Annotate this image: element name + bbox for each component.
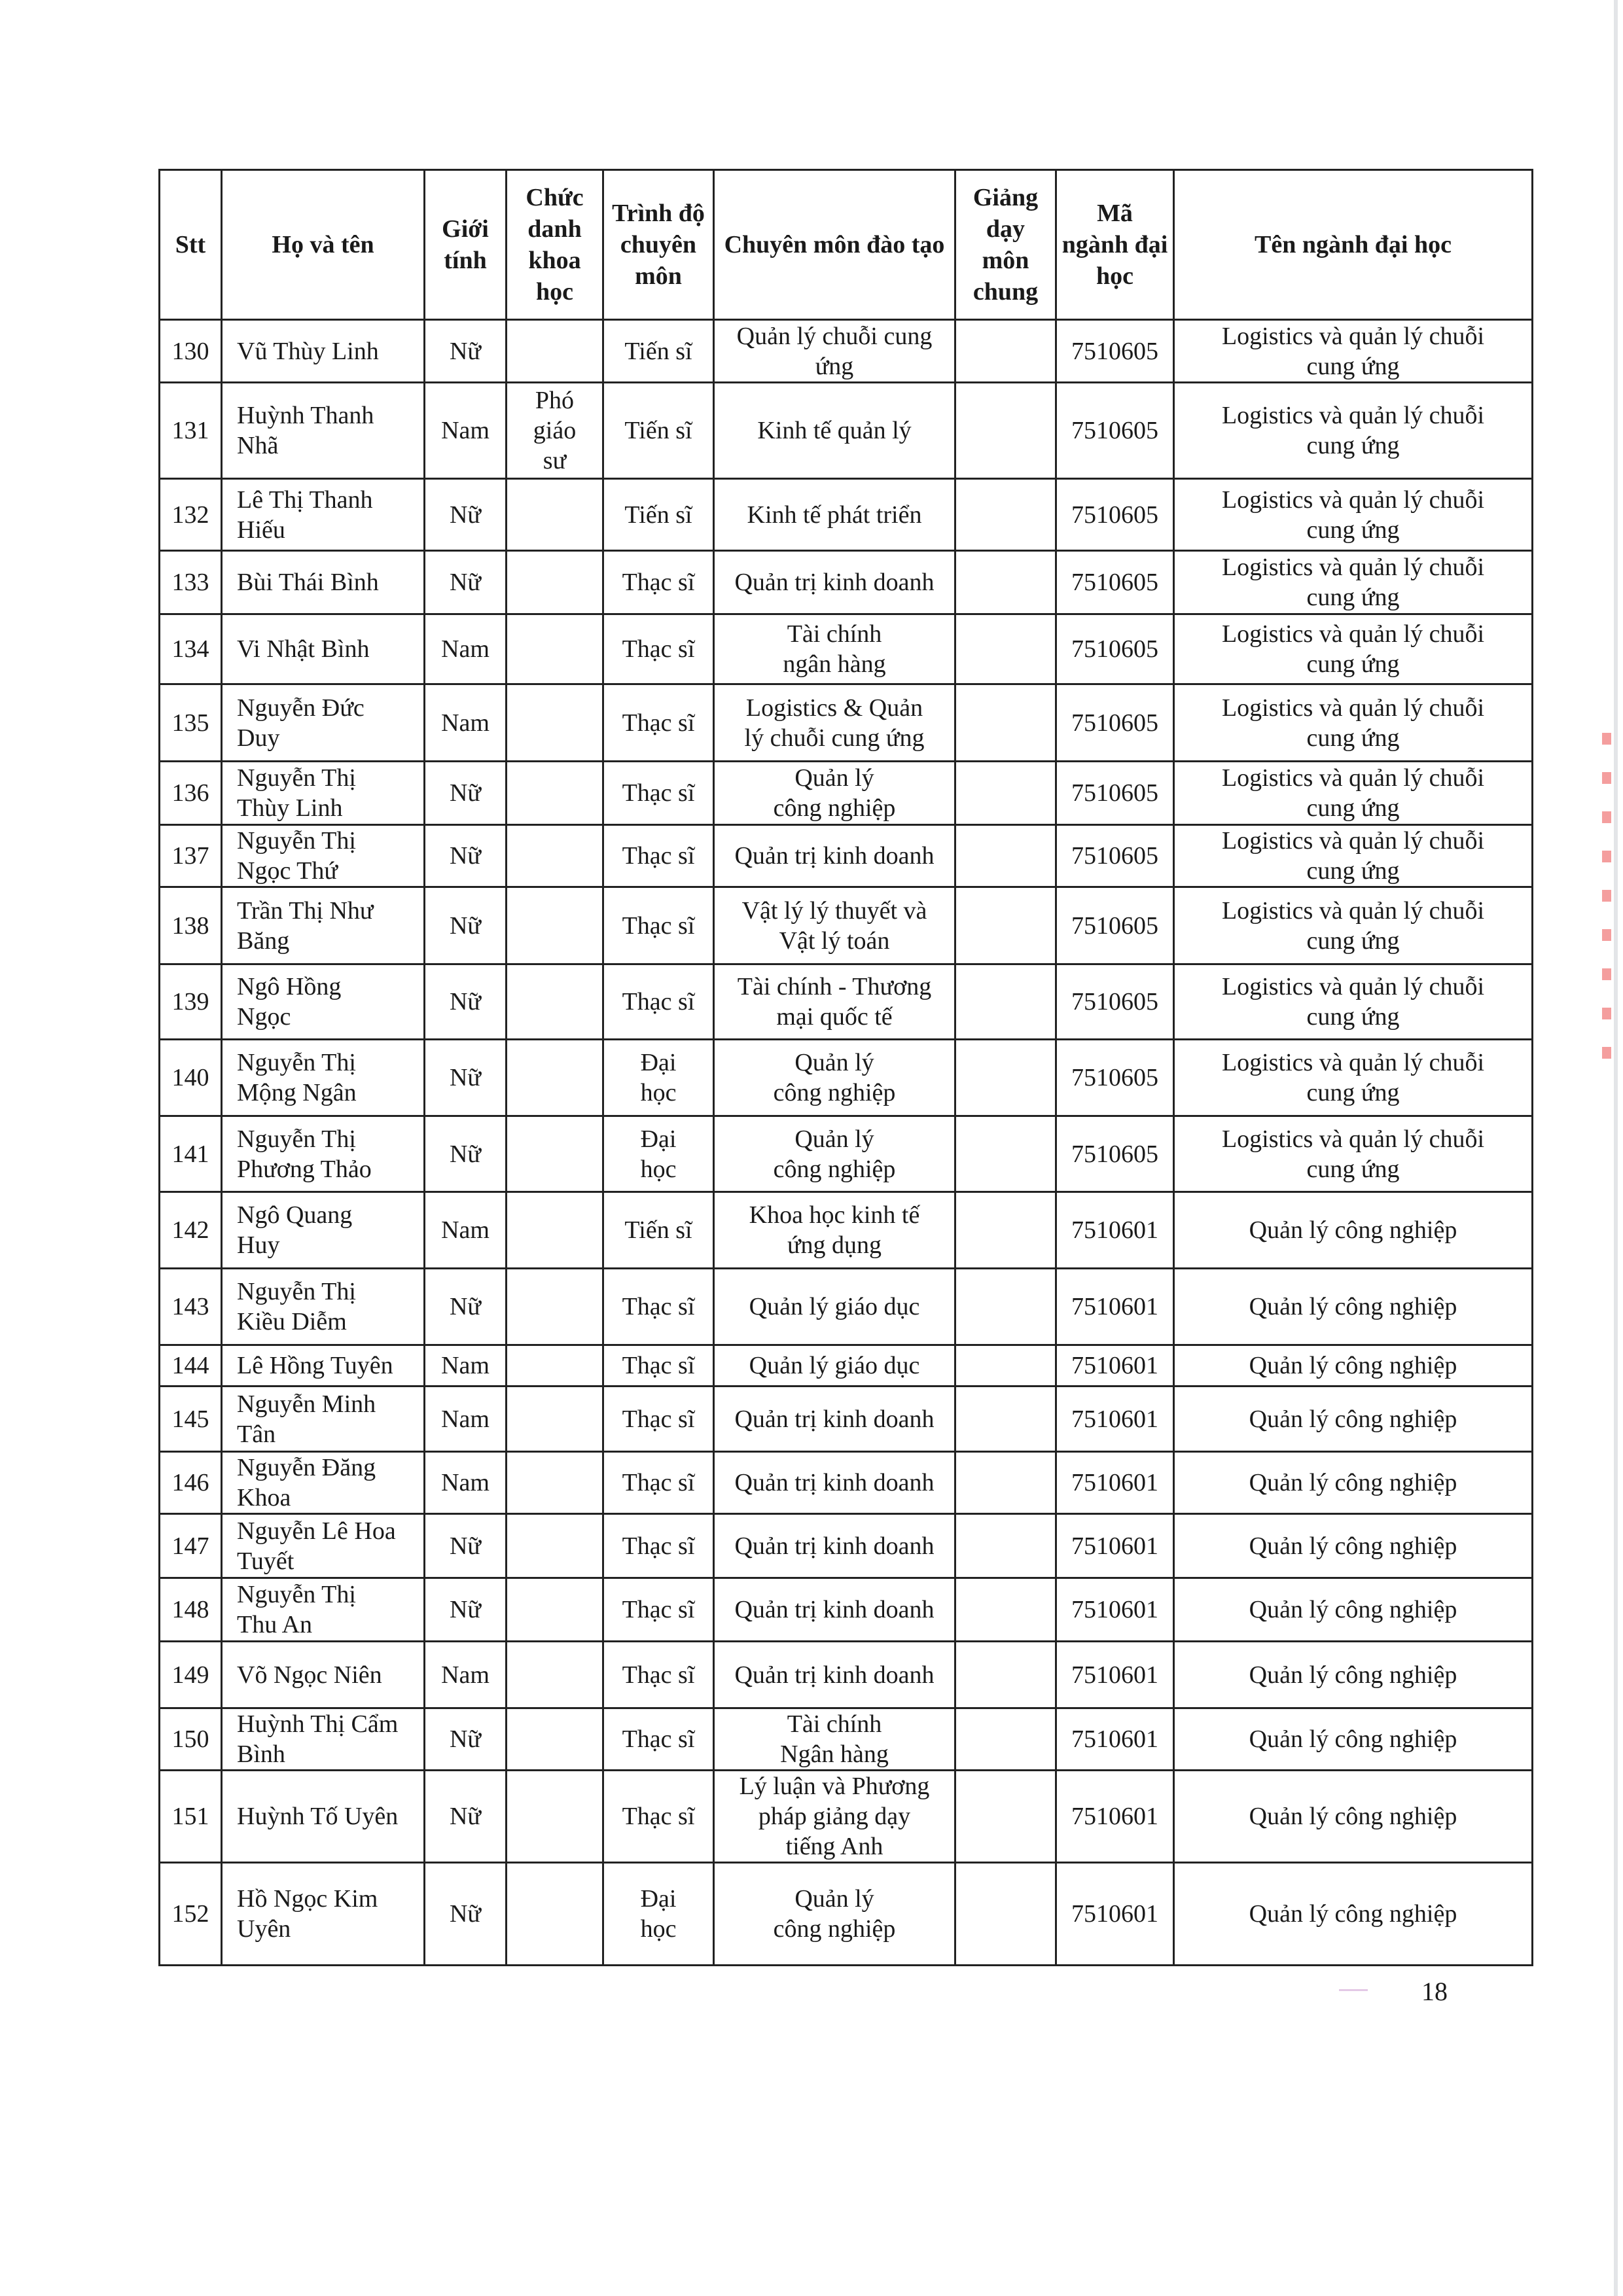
cell-academic-title — [507, 1345, 603, 1386]
cell-major-code: 7510601 — [1056, 1452, 1174, 1514]
table-row — [160, 1863, 1533, 1966]
cell-major-code: 7510601 — [1056, 1192, 1174, 1269]
cell-name: Nguyễn Minh Tân — [222, 1386, 425, 1452]
cell-stt: 148 — [160, 1578, 222, 1642]
cell-major-name: Quản lý công nghiệp — [1174, 1514, 1533, 1578]
cell-major-code: 7510601 — [1056, 1708, 1174, 1771]
cell-stt: 138 — [160, 887, 222, 964]
cell-general-teaching — [955, 383, 1056, 479]
cell-major-name: Logistics và quản lý chuỗi cung ứng — [1174, 1116, 1533, 1192]
cell-name: Lê Thị Thanh Hiếu — [222, 479, 425, 551]
cell-general-teaching — [955, 1514, 1056, 1578]
cell-major-name: Logistics và quản lý chuỗi cung ứng — [1174, 887, 1533, 964]
cell-academic-title — [507, 762, 603, 825]
cell-major-name: Logistics và quản lý chuỗi cung ứng — [1174, 479, 1533, 551]
cell-general-teaching — [955, 320, 1056, 383]
cell-gender: Nữ — [425, 1578, 507, 1642]
cell-major-name: Logistics và quản lý chuỗi cung ứng — [1174, 383, 1533, 479]
cell-specialty: Quản lý công nghiệp — [714, 1863, 955, 1966]
cell-name: Hồ Ngọc Kim Uyên — [222, 1863, 425, 1966]
cell-gender: Nam — [425, 684, 507, 762]
cell-general-teaching — [955, 1192, 1056, 1269]
header-gender: Giới tính — [425, 170, 507, 320]
cell-degree: Thạc sĩ — [603, 551, 714, 614]
cell-stt: 150 — [160, 1708, 222, 1771]
table-row — [160, 1578, 1533, 1642]
cell-gender: Nữ — [425, 1040, 507, 1116]
cell-specialty: Kinh tế quản lý — [714, 383, 955, 479]
cell-gender: Nam — [425, 1386, 507, 1452]
cell-name: Lê Hồng Tuyên — [222, 1345, 425, 1386]
cell-major-name: Logistics và quản lý chuỗi cung ứng — [1174, 320, 1533, 383]
cell-major-code: 7510605 — [1056, 1040, 1174, 1116]
page-number: 18 — [1421, 1977, 1448, 2006]
cell-gender: Nữ — [425, 1771, 507, 1863]
cell-major-code: 7510601 — [1056, 1863, 1174, 1966]
cell-stt: 146 — [160, 1452, 222, 1514]
cell-specialty: Quản trị kinh doanh — [714, 1578, 955, 1642]
cell-specialty: Quản lý công nghiệp — [714, 1116, 955, 1192]
cell-degree: Thạc sĩ — [603, 1771, 714, 1863]
cell-general-teaching — [955, 825, 1056, 887]
cell-academic-title — [507, 1708, 603, 1771]
table-row — [160, 887, 1533, 964]
cell-stt: 144 — [160, 1345, 222, 1386]
cell-degree: Thạc sĩ — [603, 1269, 714, 1345]
cell-general-teaching — [955, 1863, 1056, 1966]
cell-stt: 135 — [160, 684, 222, 762]
cell-specialty: Tài chính - Thương mại quốc tế — [714, 964, 955, 1040]
cell-gender: Nữ — [425, 825, 507, 887]
cell-degree: Đại học — [603, 1040, 714, 1116]
cell-major-code: 7510605 — [1056, 964, 1174, 1040]
cell-major-code: 7510605 — [1056, 887, 1174, 964]
table-row — [160, 479, 1533, 551]
cell-general-teaching — [955, 1269, 1056, 1345]
cell-name: Vi Nhật Bình — [222, 614, 425, 684]
cell-academic-title — [507, 964, 603, 1040]
table-row — [160, 762, 1533, 825]
cell-name: Bùi Thái Bình — [222, 551, 425, 614]
cell-gender: Nữ — [425, 320, 507, 383]
cell-degree: Thạc sĩ — [603, 887, 714, 964]
cell-gender: Nam — [425, 1345, 507, 1386]
cell-stt: 134 — [160, 614, 222, 684]
cell-gender: Nam — [425, 1642, 507, 1708]
cell-degree: Thạc sĩ — [603, 1642, 714, 1708]
cell-degree: Thạc sĩ — [603, 1514, 714, 1578]
cell-stt: 133 — [160, 551, 222, 614]
table-row — [160, 383, 1533, 479]
cell-general-teaching — [955, 1771, 1056, 1863]
cell-gender: Nam — [425, 383, 507, 479]
table-row — [160, 1192, 1533, 1269]
cell-general-teaching — [955, 1708, 1056, 1771]
cell-specialty: Vật lý lý thuyết và Vật lý toán — [714, 887, 955, 964]
cell-general-teaching — [955, 887, 1056, 964]
table-row — [160, 1708, 1533, 1771]
cell-major-code: 7510601 — [1056, 1269, 1174, 1345]
cell-name: Ngô Quang Huy — [222, 1192, 425, 1269]
cell-specialty: Quản trị kinh doanh — [714, 551, 955, 614]
header-name: Họ và tên — [222, 170, 425, 320]
cell-major-name: Quản lý công nghiệp — [1174, 1345, 1533, 1386]
cell-academic-title — [507, 1642, 603, 1708]
cell-general-teaching — [955, 964, 1056, 1040]
cell-academic-title: Phó giáo sư — [507, 383, 603, 479]
cell-stt: 140 — [160, 1040, 222, 1116]
red-seal-stamp-edge — [1602, 733, 1611, 1060]
cell-major-name: Logistics và quản lý chuỗi cung ứng — [1174, 762, 1533, 825]
cell-academic-title — [507, 1771, 603, 1863]
cell-stt: 151 — [160, 1771, 222, 1863]
cell-name: Ngô Hồng Ngọc — [222, 964, 425, 1040]
cell-gender: Nữ — [425, 964, 507, 1040]
cell-major-name: Quản lý công nghiệp — [1174, 1642, 1533, 1708]
cell-gender: Nữ — [425, 1863, 507, 1966]
cell-specialty: Quản trị kinh doanh — [714, 1642, 955, 1708]
cell-stt: 130 — [160, 320, 222, 383]
table-row — [160, 964, 1533, 1040]
cell-major-name: Quản lý công nghiệp — [1174, 1578, 1533, 1642]
cell-major-name: Quản lý công nghiệp — [1174, 1452, 1533, 1514]
cell-academic-title — [507, 1386, 603, 1452]
cell-degree: Thạc sĩ — [603, 1452, 714, 1514]
cell-academic-title — [507, 1863, 603, 1966]
table-row — [160, 1642, 1533, 1708]
header-specialty: Chuyên môn đào tạo — [714, 170, 955, 320]
cell-academic-title — [507, 1514, 603, 1578]
table-row — [160, 1386, 1533, 1452]
cell-general-teaching — [955, 1452, 1056, 1514]
cell-degree: Thạc sĩ — [603, 614, 714, 684]
cell-degree: Thạc sĩ — [603, 1345, 714, 1386]
cell-stt: 139 — [160, 964, 222, 1040]
cell-general-teaching — [955, 762, 1056, 825]
cell-general-teaching — [955, 1386, 1056, 1452]
cell-name: Nguyễn Thị Phương Thảo — [222, 1116, 425, 1192]
cell-specialty: Quản lý công nghiệp — [714, 762, 955, 825]
cell-gender: Nam — [425, 614, 507, 684]
cell-academic-title — [507, 887, 603, 964]
cell-stt: 141 — [160, 1116, 222, 1192]
cell-gender: Nam — [425, 1452, 507, 1514]
cell-major-code: 7510601 — [1056, 1386, 1174, 1452]
cell-name: Nguyễn Thị Kiều Diễm — [222, 1269, 425, 1345]
cell-major-code: 7510601 — [1056, 1771, 1174, 1863]
cell-stt: 142 — [160, 1192, 222, 1269]
scan-page-edge — [1614, 0, 1618, 2296]
cell-stt: 149 — [160, 1642, 222, 1708]
cell-general-teaching — [955, 614, 1056, 684]
cell-academic-title — [507, 320, 603, 383]
header-stt: Stt — [160, 170, 222, 320]
table-header-row — [160, 170, 1533, 320]
cell-general-teaching — [955, 1642, 1056, 1708]
cell-gender: Nữ — [425, 1116, 507, 1192]
header-major-code: Mã ngành đại học — [1056, 170, 1174, 320]
cell-degree: Tiến sĩ — [603, 320, 714, 383]
cell-degree: Thạc sĩ — [603, 825, 714, 887]
cell-general-teaching — [955, 1040, 1056, 1116]
table-row — [160, 551, 1533, 614]
cell-specialty: Tài chính ngân hàng — [714, 614, 955, 684]
cell-degree: Đại học — [603, 1863, 714, 1966]
cell-major-name: Logistics và quản lý chuỗi cung ứng — [1174, 1040, 1533, 1116]
header-general-teaching: Giảng dạy môn chung — [955, 170, 1056, 320]
cell-name: Nguyễn Thị Mộng Ngân — [222, 1040, 425, 1116]
cell-degree: Thạc sĩ — [603, 1708, 714, 1771]
cell-gender: Nữ — [425, 1269, 507, 1345]
cell-major-code: 7510605 — [1056, 614, 1174, 684]
cell-academic-title — [507, 825, 603, 887]
cell-major-code: 7510605 — [1056, 825, 1174, 887]
scan-mark — [1339, 1989, 1368, 1991]
cell-major-code: 7510605 — [1056, 551, 1174, 614]
cell-major-name: Logistics và quản lý chuỗi cung ứng — [1174, 964, 1533, 1040]
cell-gender: Nữ — [425, 1514, 507, 1578]
cell-gender: Nữ — [425, 887, 507, 964]
cell-general-teaching — [955, 551, 1056, 614]
cell-specialty: Quản trị kinh doanh — [714, 1514, 955, 1578]
cell-academic-title — [507, 1040, 603, 1116]
table-row — [160, 1116, 1533, 1192]
cell-name: Trần Thị Như Băng — [222, 887, 425, 964]
cell-major-code: 7510605 — [1056, 320, 1174, 383]
table-row — [160, 320, 1533, 383]
cell-academic-title — [507, 1116, 603, 1192]
cell-general-teaching — [955, 1578, 1056, 1642]
cell-name: Võ Ngọc Niên — [222, 1642, 425, 1708]
cell-major-name: Logistics và quản lý chuỗi cung ứng — [1174, 614, 1533, 684]
table-row — [160, 1771, 1533, 1863]
cell-major-code: 7510605 — [1056, 684, 1174, 762]
cell-specialty: Quản trị kinh doanh — [714, 1452, 955, 1514]
cell-degree: Thạc sĩ — [603, 1386, 714, 1452]
cell-academic-title — [507, 551, 603, 614]
cell-stt: 131 — [160, 383, 222, 479]
cell-name: Vũ Thùy Linh — [222, 320, 425, 383]
table-row — [160, 614, 1533, 684]
cell-general-teaching — [955, 1345, 1056, 1386]
cell-major-name: Quản lý công nghiệp — [1174, 1192, 1533, 1269]
cell-academic-title — [507, 684, 603, 762]
cell-major-code: 7510605 — [1056, 479, 1174, 551]
cell-degree: Tiến sĩ — [603, 1192, 714, 1269]
cell-major-code: 7510605 — [1056, 1116, 1174, 1192]
table-row — [160, 1514, 1533, 1578]
cell-degree: Thạc sĩ — [603, 684, 714, 762]
cell-degree: Thạc sĩ — [603, 1578, 714, 1642]
cell-specialty: Logistics & Quản lý chuỗi cung ứng — [714, 684, 955, 762]
faculty-table — [158, 169, 1533, 1966]
table-row — [160, 684, 1533, 762]
cell-academic-title — [507, 614, 603, 684]
cell-general-teaching — [955, 684, 1056, 762]
table-body — [160, 320, 1533, 1966]
cell-name: Nguyễn Đăng Khoa — [222, 1452, 425, 1514]
cell-stt: 147 — [160, 1514, 222, 1578]
cell-name: Nguyễn Thị Thu An — [222, 1578, 425, 1642]
cell-stt: 152 — [160, 1863, 222, 1966]
cell-major-name: Quản lý công nghiệp — [1174, 1269, 1533, 1345]
cell-degree: Thạc sĩ — [603, 964, 714, 1040]
cell-name: Huỳnh Thanh Nhã — [222, 383, 425, 479]
header-academic-title: Chức danh khoa học — [507, 170, 603, 320]
cell-gender: Nữ — [425, 551, 507, 614]
table-row — [160, 1452, 1533, 1514]
cell-major-name: Logistics và quản lý chuỗi cung ứng — [1174, 684, 1533, 762]
cell-degree: Tiến sĩ — [603, 479, 714, 551]
cell-specialty: Kinh tế phát triển — [714, 479, 955, 551]
table-row — [160, 825, 1533, 887]
cell-gender: Nữ — [425, 762, 507, 825]
cell-specialty: Quản lý giáo dục — [714, 1269, 955, 1345]
cell-major-name: Quản lý công nghiệp — [1174, 1708, 1533, 1771]
cell-gender: Nữ — [425, 1708, 507, 1771]
cell-specialty: Quản lý chuỗi cung ứng — [714, 320, 955, 383]
cell-major-code: 7510601 — [1056, 1345, 1174, 1386]
cell-specialty: Quản lý công nghiệp — [714, 1040, 955, 1116]
cell-specialty: Quản trị kinh doanh — [714, 1386, 955, 1452]
cell-gender: Nữ — [425, 479, 507, 551]
cell-degree: Tiến sĩ — [603, 383, 714, 479]
cell-major-name: Quản lý công nghiệp — [1174, 1386, 1533, 1452]
header-degree: Trình độ chuyên môn — [603, 170, 714, 320]
table-row — [160, 1269, 1533, 1345]
cell-academic-title — [507, 1269, 603, 1345]
cell-academic-title — [507, 1192, 603, 1269]
cell-academic-title — [507, 479, 603, 551]
cell-major-code: 7510601 — [1056, 1578, 1174, 1642]
cell-name: Huỳnh Thị Cẩm Bình — [222, 1708, 425, 1771]
cell-major-code: 7510605 — [1056, 762, 1174, 825]
cell-degree: Thạc sĩ — [603, 762, 714, 825]
table-row — [160, 1040, 1533, 1116]
cell-major-code: 7510601 — [1056, 1642, 1174, 1708]
cell-specialty: Quản trị kinh doanh — [714, 825, 955, 887]
cell-major-code: 7510601 — [1056, 1514, 1174, 1578]
cell-name: Nguyễn Lê Hoa Tuyết — [222, 1514, 425, 1578]
cell-gender: Nam — [425, 1192, 507, 1269]
cell-stt: 136 — [160, 762, 222, 825]
cell-academic-title — [507, 1452, 603, 1514]
cell-stt: 145 — [160, 1386, 222, 1452]
cell-academic-title — [507, 1578, 603, 1642]
cell-specialty: Lý luận và Phương pháp giảng dạy tiếng Anh — [714, 1771, 955, 1863]
cell-major-name: Logistics và quản lý chuỗi cung ứng — [1174, 551, 1533, 614]
cell-specialty: Tài chính Ngân hàng — [714, 1708, 955, 1771]
cell-name: Nguyễn Thị Thùy Linh — [222, 762, 425, 825]
cell-specialty: Quản lý giáo dục — [714, 1345, 955, 1386]
cell-major-code: 7510605 — [1056, 383, 1174, 479]
table-row — [160, 1345, 1533, 1386]
cell-degree: Đại học — [603, 1116, 714, 1192]
cell-stt: 132 — [160, 479, 222, 551]
header-major-name: Tên ngành đại học — [1174, 170, 1533, 320]
cell-stt: 137 — [160, 825, 222, 887]
cell-general-teaching — [955, 1116, 1056, 1192]
cell-major-name: Quản lý công nghiệp — [1174, 1771, 1533, 1863]
cell-major-name: Quản lý công nghiệp — [1174, 1863, 1533, 1966]
cell-general-teaching — [955, 479, 1056, 551]
cell-name: Nguyễn Thị Ngọc Thứ — [222, 825, 425, 887]
cell-specialty: Khoa học kinh tế ứng dụng — [714, 1192, 955, 1269]
cell-major-name: Logistics và quản lý chuỗi cung ứng — [1174, 825, 1533, 887]
cell-name: Nguyễn Đức Duy — [222, 684, 425, 762]
cell-stt: 143 — [160, 1269, 222, 1345]
cell-name: Huỳnh Tố Uyên — [222, 1771, 425, 1863]
